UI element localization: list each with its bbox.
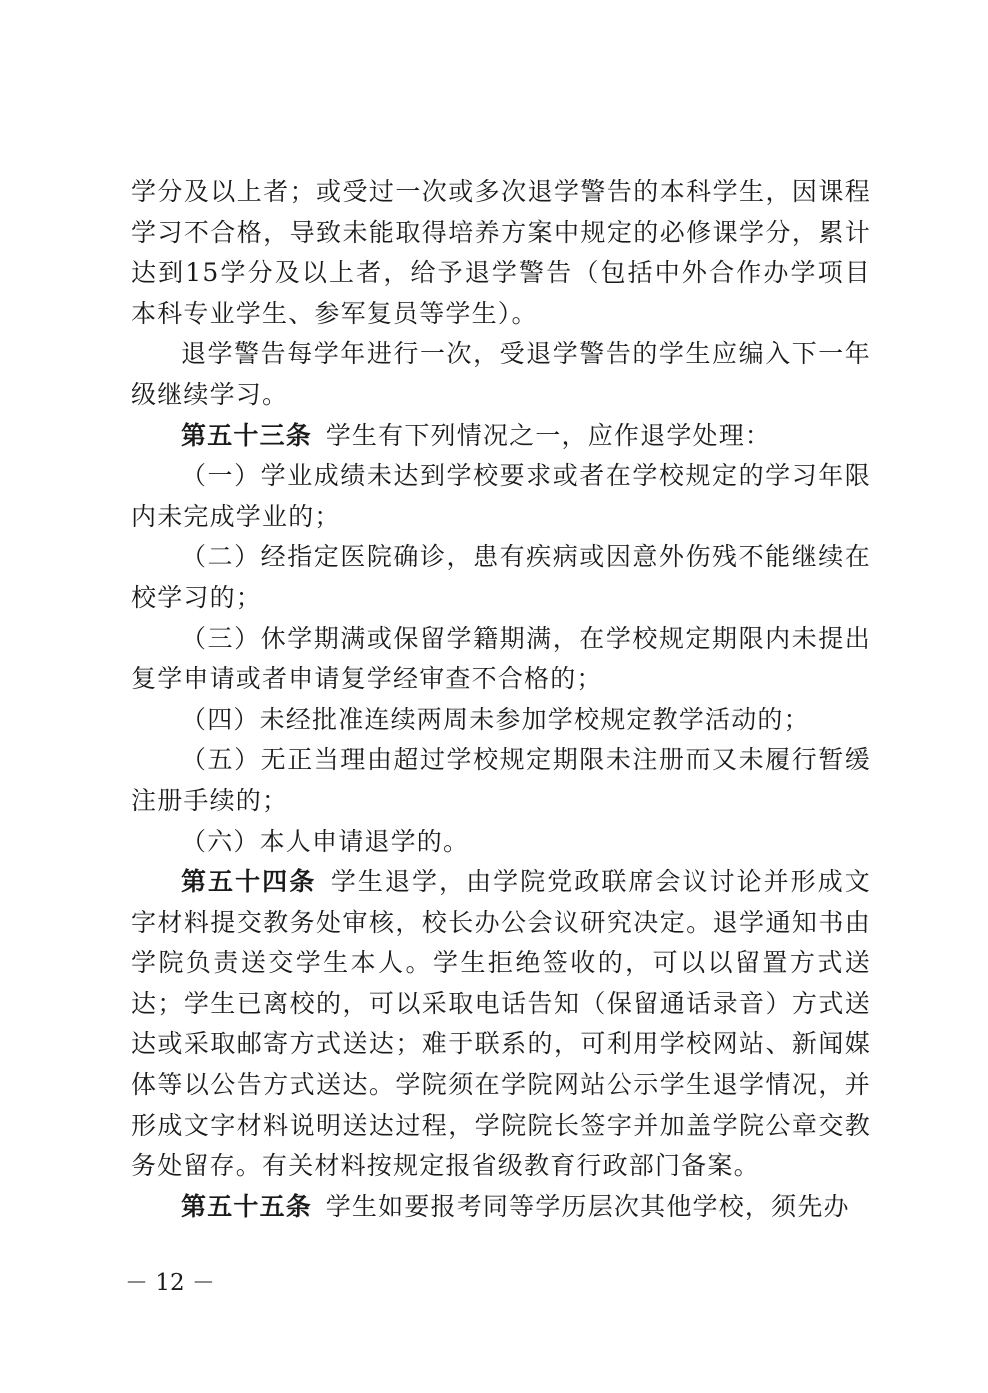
paragraph-text: （二）经指定医院确诊，患有疾病或因意外伤残不能继续在校学习的；: [131, 542, 871, 612]
paragraph-text: 学分及以上者；或受过一次或多次退学警告的本科学生，因课程学习不合格，导致未能取得培养方案中规定的必修课学分，累计达到15学分及以上者，给予退学警告（包括中外合作办学项目本科专业学生、参军复员等学生）。: [131, 177, 871, 328]
article-title: 第五十五条: [181, 1191, 313, 1221]
paragraph-text: 退学警告每学年进行一次，受退学警告的学生应编入下一年级继续学习。: [131, 339, 871, 409]
article-53: [131, 416, 871, 457]
paragraph-text: （一）学业成绩未达到学校要求或者在学校规定的学习年限内未完成学业的；: [131, 461, 871, 531]
paragraph-text: （四）未经批准连续两周未参加学校规定教学活动的；: [181, 704, 810, 734]
paragraph-text: 学生如要报考同等学历层次其他学校，须先办: [325, 1191, 850, 1221]
list-item: [131, 537, 871, 618]
paragraph: [131, 334, 871, 415]
article-55: [131, 1187, 871, 1228]
list-item: [131, 700, 871, 741]
article-title: 第五十四条: [181, 867, 317, 897]
page-number: － 12 －: [125, 1270, 215, 1296]
list-item: [131, 619, 871, 700]
paragraph: [131, 172, 871, 334]
paragraph-text: （三）休学期满或保留学籍期满，在学校规定期限内未提出复学申请或者申请复学经审查不合格的；: [131, 623, 871, 694]
list-item: [131, 740, 871, 821]
paragraph-text: （六）本人申请退学的。: [181, 826, 470, 856]
article-54: [131, 862, 871, 1187]
paragraph-text: 学生有下列情况之一，应作退学处理：: [325, 420, 772, 450]
list-item: [131, 456, 871, 537]
paragraph-text: 学生退学，由学院党政联席会议讨论并形成文字材料提交教务处审核，校长办公会议研究决定。退学通知书由学院负责送交学生本人。学生拒绝签收的，可以以留置方式送达；学生已离校的，可以采取电话告知（保留通话录音）方式送达或采取邮寄方式送达；难于联系的，可利用学校网站、新闻媒体等以公告方式送达。学院须在学院网站公示学生退学情况，并形成文字材料说明送达过程，学院院长签字并加盖学院公章交教务处留存。有关材料按规定报省级教育行政部门备案。: [131, 867, 871, 1181]
list-item: [131, 822, 871, 863]
paragraph-text: （五）无正当理由超过学校规定期限未注册而又未履行暂缓注册手续的；: [131, 745, 871, 815]
article-title: 第五十三条: [181, 420, 313, 450]
document-body: [131, 172, 871, 1227]
